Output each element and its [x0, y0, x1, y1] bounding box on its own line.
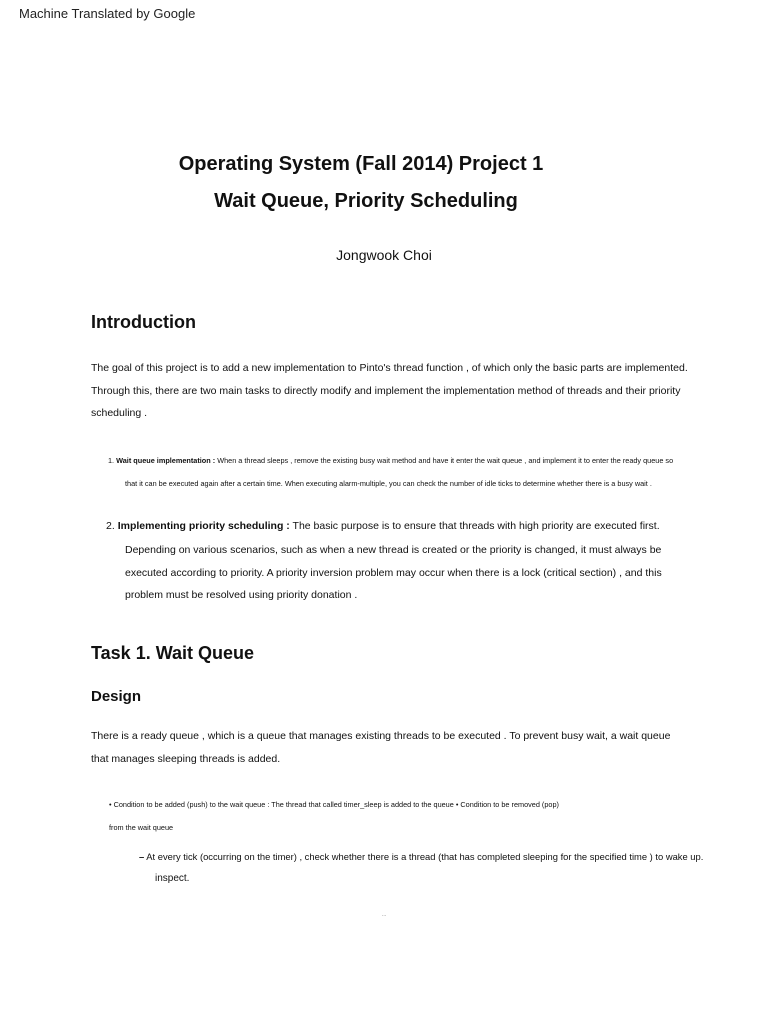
bullet-line: from the wait queue — [109, 823, 174, 832]
introduction-paragraph-line: scheduling . — [91, 407, 148, 419]
introduction-paragraph-line: Through this, there are two main tasks to directly modify and implement the implementation method of threads and their priority — [91, 385, 681, 397]
document-title: Operating System (Fall 2014) Project 1 — [178, 153, 544, 175]
document-subtitle: Wait Queue, Priority Scheduling — [214, 190, 518, 212]
list-item-text: The basic purpose is to ensure that threads with high priority are executed first. — [289, 520, 660, 532]
list-item-text: Depending on various scenarios, such as when a new thread is created or the priority is changed, it must always be — [125, 544, 662, 556]
design-heading: Design — [91, 688, 142, 705]
task1-heading: Task 1. Wait Queue — [91, 643, 255, 663]
bullet-line: • Condition to be added (push) to the wait queue : The thread that called timer_sleep is added to the queue • Condition to be removed (pop) — [109, 800, 559, 809]
design-paragraph-line: There is a ready queue , which is a queue that manages existing threads to be executed . To prevent busy wait, a wait queue — [91, 730, 671, 742]
page-mark: ... — [382, 912, 387, 918]
list-item-text: that it can be executed again after a certain time. When executing alarm-multiple, you can check the number of idle ticks to determine whether there is a busy wait . — [125, 479, 652, 488]
list-item-number: 1. — [108, 456, 115, 465]
sub-bullet — [139, 851, 703, 862]
list-item-text: When a thread sleeps , remove the existing busy wait method and have it enter the wait queue , and implement it to enter the ready queue so — [215, 456, 674, 465]
design-paragraph-line: that manages sleeping threads is added. — [91, 753, 281, 765]
sub-bullet-text: At every tick (occurring on the timer) , check whether there is a thread (that has completed sleeping for the specified time ) to wake up. — [144, 851, 704, 862]
list-item-label: Wait queue implementation : — [116, 456, 216, 465]
author-name: Jongwook Choi — [336, 247, 432, 263]
dash-marker: – — [139, 851, 145, 862]
list-item-label: Implementing priority scheduling : — [117, 520, 290, 532]
list-item — [106, 520, 660, 532]
introduction-heading: Introduction — [91, 312, 196, 332]
sub-bullet-text: inspect. — [155, 873, 190, 884]
list-item — [108, 456, 673, 465]
introduction-paragraph-line: The goal of this project is to add a new implementation to Pinto's thread function , of which only the basic parts are implemented. — [91, 362, 688, 374]
list-item-text: problem must be resolved using priority donation . — [125, 589, 358, 601]
machine-translated-banner: Machine Translated by Google — [19, 6, 196, 21]
list-item-number: 2. — [106, 520, 115, 532]
list-item-text: executed according to priority. A priority inversion problem may occur when there is a lock (critical section) , and this — [125, 567, 662, 579]
